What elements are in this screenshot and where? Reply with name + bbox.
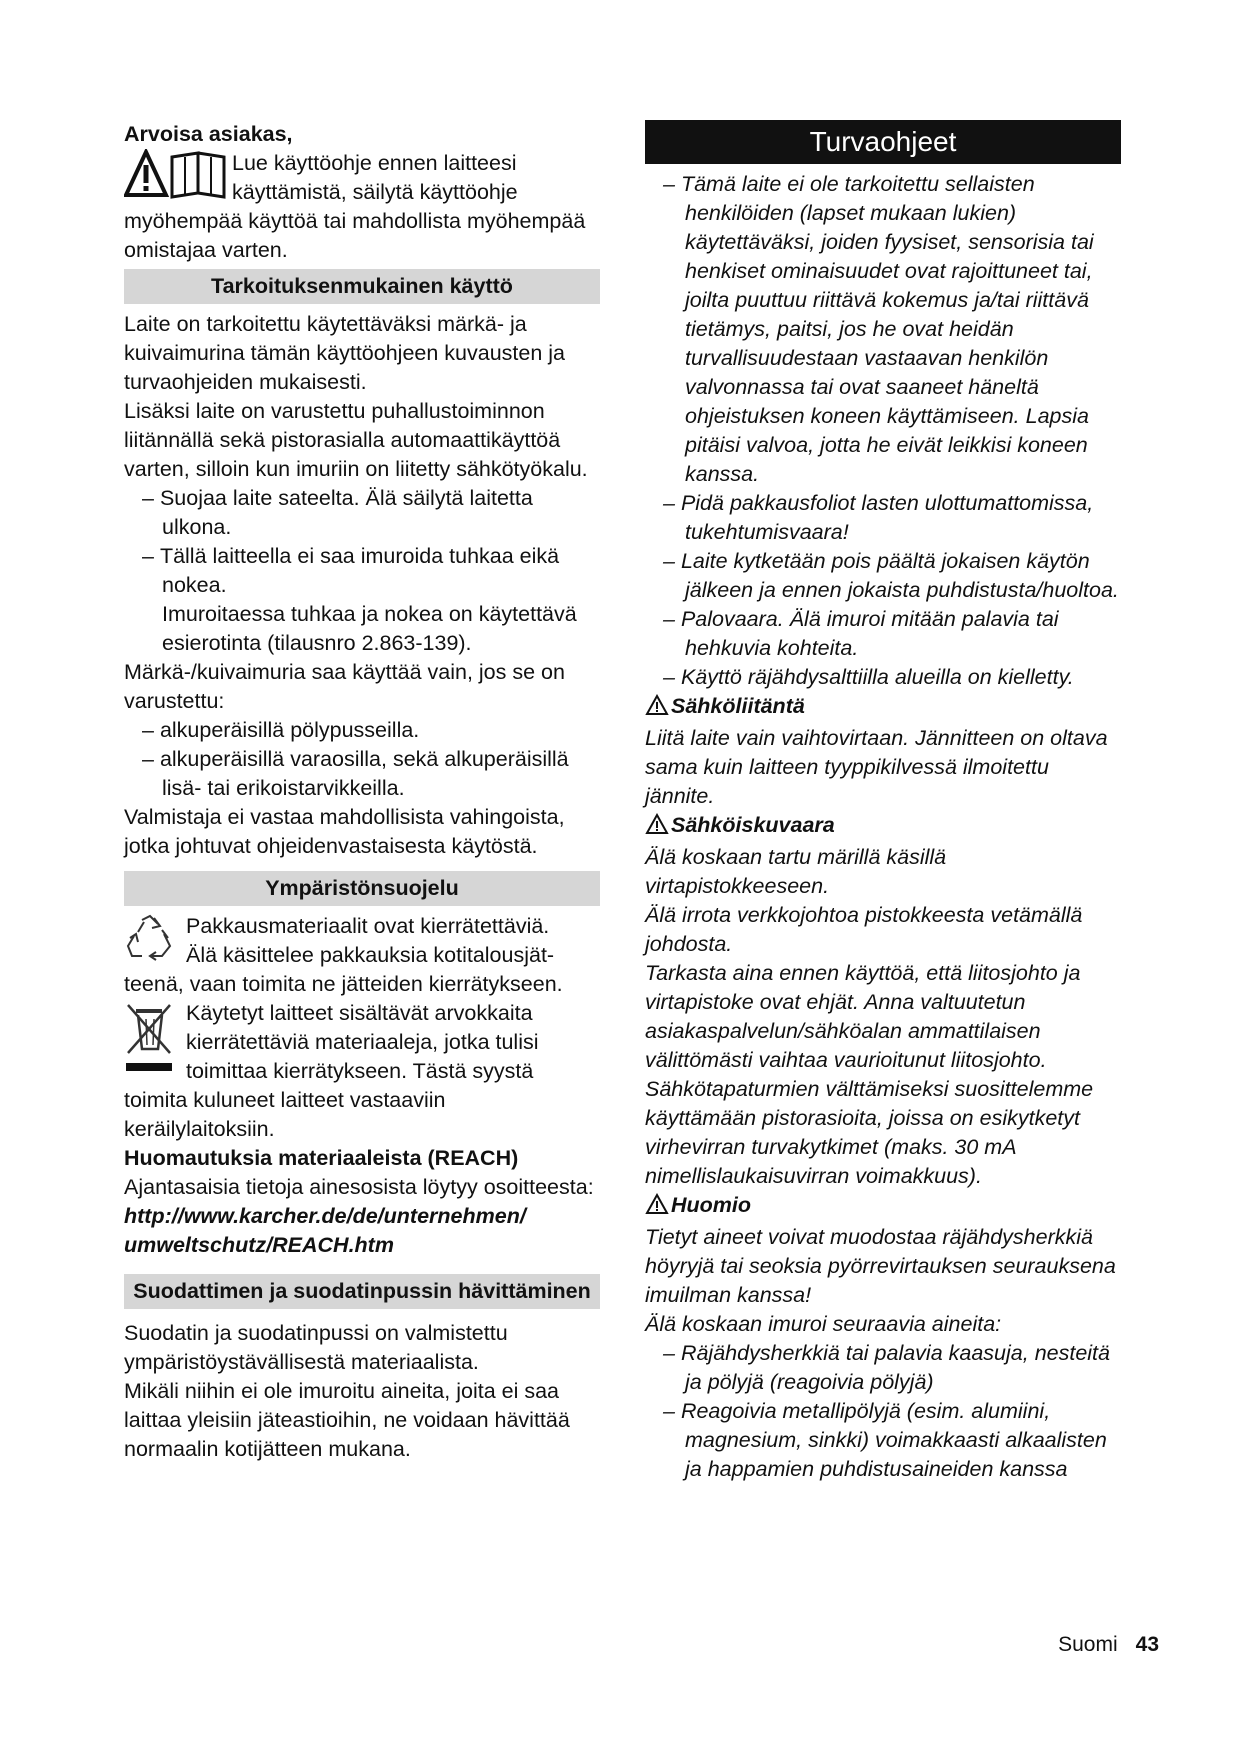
warning-triangle-icon: [645, 694, 669, 724]
weee-line-2: kierrätettäviä materiaaleja, jotka tulisi: [186, 1030, 539, 1054]
intended-use-item-2: – Tällä laitteella ei saa imuroida tuhkaa eikä nokea.: [124, 542, 600, 600]
weee-line-1: Käytetyt laitteet sisältävät arvokkaita: [186, 1001, 533, 1025]
safety-item-1: – Tämä laite ei ole tarkoitettu sellaisten henkilöiden (lapset mukaan lukien) käytettäväksi, joiden fyysiset, sensorisia tai henkiset ominaisuudet ovat rajoittuneet tai, joilta puuttuu riittävä kokemus ja/tai riittävä tietämys, paitsi, jos he ovat heidän turvallisuudestaan vastaavan henkilön valvonnassa tai ovat saaneet häneltä ohjeistuksen koneen käyttämiseen. Lapsia pitäisi valvoa, jotta he eivät leikkisi koneen kanssa.: [645, 170, 1121, 489]
heading-electrical-connection: Sähköliitäntä: [645, 692, 1121, 724]
warning-triangle-icon: [645, 813, 669, 843]
packaging-line-2: Älä käsittelee pakkauksia kotitalousjät-: [186, 943, 555, 967]
intended-use-p1: Laite on tarkoitettu käytettäväksi märkä- ja kuivaimurina tämän käyttöohjeen kuvausten ja turvaohjeiden mukaisesti.: [124, 312, 566, 394]
heading-caution: Huomio: [645, 1191, 1121, 1223]
safety-item-3: – Laite kytketään pois päältä jokaisen käytön jälkeen ja ennen jokaista puhdistusta/huoltoa.: [645, 547, 1121, 605]
weee-line-3: toimittaa kierrätykseen. Tästä syystä: [186, 1059, 534, 1083]
right-column: [645, 120, 1121, 1484]
packaging-block: [124, 912, 600, 970]
intended-use-item-2-note: Imuroitaessa tuhkaa ja nokea on käytettävä esierotinta (tilausnro 2.863-139).: [162, 602, 577, 655]
crossed-bin-icon: [124, 999, 174, 1091]
safety-title: Turvaohjeet: [645, 120, 1121, 164]
intro-text: myöhempää käyttöä tai mahdollista myöhempää omistajaa varten.: [124, 209, 586, 262]
intended-use-p3: Märkä-/kuivaimuria saa käyttää vain, jos se on varustettu:: [124, 660, 565, 713]
warning-manual-icon: [124, 149, 228, 209]
warning-triangle-icon: [645, 1193, 669, 1223]
intro-block: [124, 149, 600, 207]
recycle-icon: [124, 912, 176, 972]
intended-use-item-3: – alkuperäisillä pölypusseilla.: [124, 716, 600, 745]
caution-p2: Älä koskaan imuroi seuraavia aineita:: [645, 1312, 1002, 1336]
filter-disposal-p2: Mikäli niihin ei ole imuroitu aineita, joita ei saa laittaa yleisiin jäteastioihin, ne voidaan hävittää normaalin kotijätteen mukana.: [124, 1379, 570, 1461]
safety-item-4: – Palovaara. Älä imuroi mitään palavia tai hehkuvia kohteita.: [645, 605, 1121, 663]
intended-use-p4: Valmistaja ei vastaa mahdollisista vahingoista, jotka johtuvat ohjeidenvastaisesta käytöstä.: [124, 805, 565, 858]
safety-item-5: – Käyttö räjähdysalttiilla alueilla on kielletty.: [645, 663, 1121, 692]
caution-item-2: – Reagoivia metallipölyjä (esim. alumiini, magnesium, sinkki) voimakkaasti alkaalisten ja happamien puhdistusaineiden kanssa: [645, 1397, 1121, 1484]
electric-shock-p1: Älä koskaan tartu märillä käsillä virtapistokkeeseen.: [645, 845, 947, 898]
intro-line-1: Lue käyttöohje ennen laitteesi: [232, 151, 517, 175]
page-footer: [1058, 1630, 1159, 1659]
footer-language: Suomi: [1058, 1633, 1118, 1656]
intended-use-p2: Lisäksi laite on varustettu puhallustoiminnon liitännällä sekä pistorasialla automaattikäyttöä varten, silloin kun imuriin on liitetty sähkötyökalu.: [124, 399, 588, 481]
intro-line-2: käyttämistä, säilytä käyttöohje: [232, 180, 518, 204]
page-number: 43: [1135, 1633, 1159, 1656]
section-title-filter-disposal: Suodattimen ja suodatinpussin hävittäminen: [124, 1274, 600, 1309]
heading-electric-shock: Sähköiskuvaara: [645, 811, 1121, 843]
reach-url-line-2[interactable]: umweltschutz/REACH.htm: [124, 1233, 394, 1257]
reach-url-line-1[interactable]: http://www.karcher.de/de/unternehmen/: [124, 1204, 526, 1228]
caution-p1: Tietyt aineet voivat muodostaa räjähdysherkkiä höyryjä tai seoksia pyörrevirtauksen seurauksena imuilman kanssa!: [645, 1225, 1116, 1307]
electric-shock-p2: Älä irrota verkkojohtoa pistokkeesta vetämällä johdosta.: [645, 903, 1083, 956]
safety-item-2: – Pidä pakkausfoliot lasten ulottumattomissa, tukehtumisvaara!: [645, 489, 1121, 547]
electric-shock-p3: Tarkasta aina ennen käyttöä, että liitosjohto ja virtapistoke ovat ehjät. Anna valtuutetun asiakaspalvelun/sähköalan ammattilaisen välittömästi vaihtaa vaurioitunut liitosjohto.: [645, 961, 1081, 1072]
reach-text: Ajantasaisia tietoja ainesosista löytyy osoitteesta:: [124, 1175, 594, 1199]
greeting: Arvoisa asiakas,: [124, 122, 293, 146]
section-title-environment: Ympäristönsuojelu: [124, 871, 600, 906]
left-column: [124, 120, 600, 1464]
intended-use-item-1: – Suojaa laite sateelta. Älä säilytä laitetta ulkona.: [124, 484, 600, 542]
filter-disposal-p1: Suodatin ja suodatinpussi on valmistettu ympäristöystävällisestä materiaalista.: [124, 1321, 508, 1374]
weee-text: toimita kuluneet laitteet vastaaviin keräilylaitoksiin.: [124, 1088, 446, 1141]
electric-shock-p4: Sähkötapaturmien välttämiseksi suosittelemme käyttämään pistorasioita, joissa on esikytketyt virhevirran turvakytkimet (maks. 30 mA nimellislaukaisuvirran voimakkuus).: [645, 1077, 1094, 1188]
weee-block: [124, 999, 600, 1086]
electrical-connection-text: Liitä laite vain vaihtovirtaan. Jännitteen on oltava sama kuin laitteen tyyppikilvessä ilmoitettu jännite.: [645, 726, 1108, 808]
intended-use-item-4: – alkuperäisillä varaosilla, sekä alkuperäisillä lisä- tai erikoistarvikkeilla.: [124, 745, 600, 803]
caution-item-1: – Räjähdysherkkiä tai palavia kaasuja, nesteitä ja pölyjä (reagoivia pölyjä): [645, 1339, 1121, 1397]
reach-title: Huomautuksia materiaaleista (REACH): [124, 1146, 519, 1170]
packaging-text: teenä, vaan toimita ne jätteiden kierrätykseen.: [124, 972, 563, 996]
packaging-line-1: Pakkausmateriaalit ovat kierrätettäviä.: [186, 914, 550, 938]
section-title-intended-use: Tarkoituksenmukainen käyttö: [124, 269, 600, 304]
